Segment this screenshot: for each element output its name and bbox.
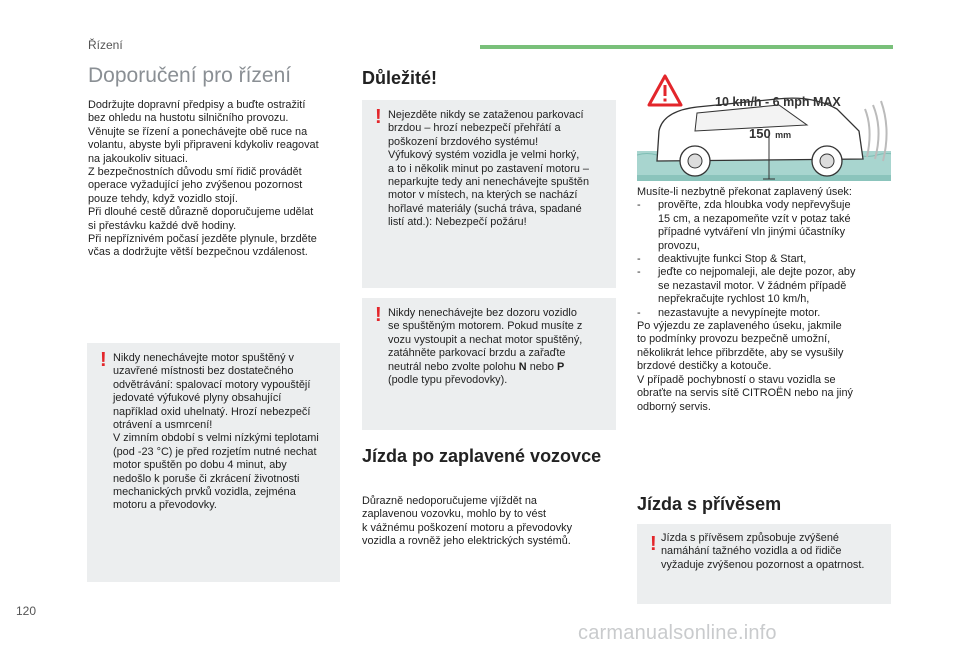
text-line: neparkujte tedy ani nenechávejte spuštěn	[388, 176, 590, 189]
warning-box-parking-brake	[362, 100, 616, 288]
text-line: neutrál nebo zvolte polohu N nebo P	[388, 360, 565, 373]
text-line: operace vyžadující jeho zvýšenou pozornost	[88, 179, 303, 192]
warning-box-trailer	[637, 524, 891, 604]
text-line: Z bezpečnostních důvodu smí řidič provádět	[88, 166, 302, 179]
text-line: včas a dodržujte větší bezpečnou vzdálenost.	[88, 246, 308, 259]
flood-instructions	[637, 186, 893, 414]
text-line: Výfukový systém vozidla je velmi horký,	[388, 149, 580, 162]
text-line: bez ohledu na hustotu silničního provozu.	[88, 112, 289, 125]
list-item	[637, 199, 893, 253]
warning-text	[113, 352, 332, 513]
text-line: - nezastavujte a nevypínejte motor.	[658, 306, 821, 319]
section-label: Řízení	[88, 38, 123, 52]
text-line: poškození brzdového systému!	[388, 135, 539, 148]
text-line: k vážnému poškození motoru a převodovky	[362, 521, 573, 534]
text-line: provozu,	[658, 239, 700, 252]
text-line: například oxid uhelnatý. Hrozí nebezpečí	[113, 405, 311, 418]
text-line: zaplavenou vozovku, mohlo by to vést	[362, 508, 547, 521]
text-line: Věnujte se řízení a ponechávejte obě ruce na	[88, 125, 308, 138]
text-line: to podmínky provozu bezpečně umožní,	[637, 333, 831, 346]
depth-value: 150	[749, 126, 771, 141]
text-line: V zimním období s velmi nízkými teplotami	[113, 432, 319, 445]
warning-box-engine	[87, 343, 340, 582]
text-line: Při dlouhé cestě důrazně doporučujeme udělat	[88, 206, 314, 219]
section-accent-bar	[480, 45, 893, 49]
text-line: nedošlo k poruše či zkrácení životnosti	[113, 472, 300, 485]
warning-exclamation-icon: !	[375, 304, 382, 326]
text-line: uzavřené místnosti bez dostatečného	[113, 365, 294, 378]
list-item	[637, 253, 893, 266]
warning-triangle-icon	[647, 74, 683, 108]
depth-unit: mm	[775, 130, 792, 140]
text-line: (podle typu převodovky).	[388, 374, 508, 387]
text-line: Důrazně nedoporučujeme vjíždět na	[362, 495, 537, 507]
driving-advice-text	[88, 99, 350, 260]
text-line: brzdové destičky a kotouče.	[637, 360, 772, 373]
text-line: několikrát lehce přibrzděte, aby se vysušily	[637, 346, 844, 359]
text-line: (pod -23 °C) je před rozjetím nutné nechat	[113, 445, 317, 458]
text-line: - jeďte co nejpomaleji, ale dejte pozor, aby	[658, 266, 856, 279]
text-line: vyžaduje zvýšenou pozornost a opatrnost.	[661, 558, 865, 571]
list-item	[637, 266, 893, 306]
text-line: - prověřte, zda hloubka vody nepřevyšuje	[658, 199, 851, 212]
warning-exclamation-icon: !	[100, 349, 107, 371]
text-line: odvětrávání: spalovací motory vypouštějí	[113, 378, 311, 391]
text-line: listí atd.): Nebezpečí požáru!	[388, 216, 527, 229]
watermark: carmanualsonline.info	[578, 622, 777, 644]
text-line: Nikdy nenechávejte motor spuštěný v	[113, 352, 294, 364]
text-line: zatáhněte parkovací brzdu a zařaďte	[388, 347, 566, 360]
text-line: se spuštěným motorem. Pokud musíte z	[388, 320, 583, 333]
text-line: motor spuštěn po dobu 4 minut, aby	[113, 459, 287, 472]
text-line: 15 cm, a nezapomeňte vzít v potaz také	[658, 212, 851, 225]
flooded-road-heading: Jízda po zaplavené vozovce	[362, 446, 602, 466]
text-line: pouze tehdy, když vozidlo stojí.	[88, 192, 238, 205]
trailer-heading: Jízda s přívěsem	[637, 494, 782, 514]
text-line: na jakoukoliv situaci.	[88, 152, 188, 165]
text-line: motoru a převodovky.	[113, 499, 217, 512]
instructions-intro: Musíte-li nezbytně překonat zaplavený úsek:	[637, 186, 852, 198]
text-line: obraťte na servis sítě CITROËN nebo na jiný	[637, 387, 853, 400]
text-line: jedovaté výfukové plyny obsahující	[113, 392, 282, 405]
list-item	[637, 307, 893, 320]
text-line: - deaktivujte funkci Stop & Start,	[658, 253, 807, 266]
text-line: a to i několik minut po zastavení motoru –	[388, 162, 589, 175]
instruction-list	[637, 199, 893, 320]
text-line: Dodržujte dopravní předpisy a buďte ostražití	[88, 99, 306, 111]
flood-illustration	[637, 69, 891, 181]
text-line: Po výjezdu ze zaplaveného úseku, jakmile	[637, 320, 842, 333]
speed-limit-label: 10 km/h - 6 mph MAX	[715, 95, 841, 109]
warning-exclamation-icon: !	[650, 533, 657, 555]
text-line: Jízda s přívěsem způsobuje zvýšené	[661, 532, 839, 544]
text-line: odborný servis.	[637, 400, 711, 413]
warning-box-unattended	[362, 298, 616, 430]
text-line: vozu vystoupit a nechat motor spuštěný,	[388, 333, 583, 346]
text-line: V případě pochybností o stavu vozidla se	[637, 373, 836, 386]
text-line: nepřekračujte rychlost 10 km/h,	[658, 293, 810, 306]
page-title: Doporučení pro řízení	[88, 64, 292, 87]
text-line: se nezastavil motor. V žádném případě	[658, 279, 847, 292]
flooded-road-text	[362, 495, 616, 549]
text-line: namáhání tažného vozidla a od řidiče	[661, 545, 842, 558]
depth-label	[749, 125, 791, 143]
page-number: 120	[16, 604, 37, 618]
warning-text	[661, 532, 883, 572]
text-line: Nejezděte nikdy se zataženou parkovací	[388, 109, 584, 121]
text-line: hořlavé materiály (suchá tráva, spadané	[388, 202, 582, 215]
text-line: otrávení a usmrcení!	[113, 419, 213, 432]
text-line: Nikdy nenechávejte bez dozoru vozidlo	[388, 307, 577, 319]
text-line: si přestávku každé dvě hodiny.	[88, 219, 237, 232]
text-line: vozidla a rovněž jeho elektrických systémů.	[362, 535, 571, 548]
text-line: mechanických prvků vozidla, zejména	[113, 486, 296, 499]
important-heading: Důležité!	[362, 68, 438, 88]
warning-exclamation-icon: !	[375, 106, 382, 128]
warning-text	[388, 307, 608, 387]
text-line: motor v místech, na kterých se nachází	[388, 189, 578, 202]
warning-text	[388, 109, 608, 230]
text-line: volantu, abyste byli připraveni kdykoliv reagovat	[88, 139, 319, 152]
text-line: brzdou – hrozí nebezpečí přehřátí a	[388, 122, 561, 135]
text-line: Při nepříznivém počasí jezděte plynule, brzděte	[88, 233, 317, 246]
text-line: případné vytváření vln jinými účastníky	[658, 226, 846, 239]
